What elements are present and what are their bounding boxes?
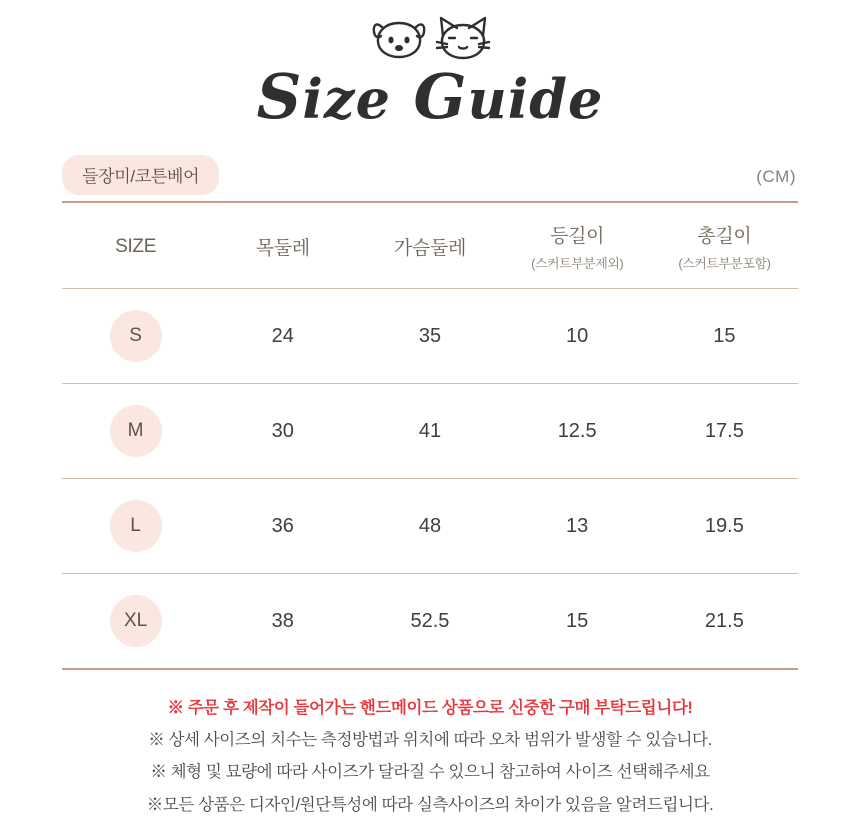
table-row — [62, 289, 798, 384]
note-warning: ※ 주문 후 제작이 들어가는 핸드메이드 상품으로 신중한 구매 부탁드립니다! — [167, 699, 693, 718]
size-cell — [62, 479, 209, 574]
neck-cell: 38 — [209, 574, 356, 670]
size-table — [62, 201, 798, 670]
header — [0, 0, 860, 133]
unit-label: (CM) — [756, 167, 796, 187]
note-fabric: ※모든 상품은 디자인/원단특성에 따라 실측사이즈의 차이가 있음을 알려드립니다. — [146, 795, 714, 814]
back-cell: 12.5 — [504, 384, 651, 479]
neck-cell: 30 — [209, 384, 356, 479]
size-cell — [62, 574, 209, 670]
column-header-total-label: 총길이 — [697, 226, 752, 248]
column-header-chest-label: 가슴둘레 — [393, 238, 467, 260]
column-header-total — [651, 202, 798, 289]
column-header-size — [62, 202, 209, 289]
size-badge: M — [110, 405, 162, 457]
column-header-size-label: SIZE — [115, 235, 157, 257]
size-cell — [62, 384, 209, 479]
size-cell — [62, 289, 209, 384]
product-label-row — [62, 155, 798, 189]
total-cell: 15 — [651, 289, 798, 384]
table-row — [62, 479, 798, 574]
total-cell: 19.5 — [651, 479, 798, 574]
back-cell: 13 — [504, 479, 651, 574]
title-part-1: S — [256, 60, 303, 133]
title-part-2: ize — [302, 67, 391, 131]
table-header-row — [62, 202, 798, 289]
column-header-neck — [209, 202, 356, 289]
column-header-back — [504, 202, 651, 289]
table-row — [62, 574, 798, 670]
neck-cell: 24 — [209, 289, 356, 384]
size-badge: XL — [110, 595, 162, 647]
size-badge: S — [110, 310, 162, 362]
size-table-wrap — [62, 201, 798, 670]
chest-cell: 41 — [356, 384, 503, 479]
table-row — [62, 384, 798, 479]
chest-cell: 35 — [356, 289, 503, 384]
column-header-chest — [356, 202, 503, 289]
chest-cell: 52.5 — [356, 574, 503, 670]
column-header-back-sub: (스커트부분제외) — [531, 256, 624, 272]
product-name-chip: 들장미/코튼베어 — [62, 155, 219, 195]
title-part-3: G — [390, 60, 468, 133]
column-header-back-label: 등길이 — [550, 226, 605, 248]
total-cell: 21.5 — [651, 574, 798, 670]
size-badge: L — [110, 500, 162, 552]
note-measurement: ※ 상세 사이즈의 치수는 측정방법과 위치에 따라 오차 범위가 발생할 수 있습니다. — [148, 731, 712, 750]
column-header-total-sub: (스커트부분포함) — [678, 256, 771, 272]
back-cell: 10 — [504, 289, 651, 384]
neck-cell: 36 — [209, 479, 356, 574]
pet-logo — [0, 14, 860, 62]
back-cell: 15 — [504, 574, 651, 670]
notes-section — [62, 692, 798, 821]
title-part-4: uide — [467, 67, 604, 131]
note-body-type: ※ 체형 및 묘량에 따라 사이즈가 달라질 수 있으니 참고하여 사이즈 선택해주세요 — [150, 763, 710, 782]
page-title — [0, 60, 860, 133]
chest-cell: 48 — [356, 479, 503, 574]
column-header-neck-label: 목둘레 — [255, 238, 310, 260]
dog-and-cat-faces-icon — [365, 14, 495, 62]
total-cell: 17.5 — [651, 384, 798, 479]
